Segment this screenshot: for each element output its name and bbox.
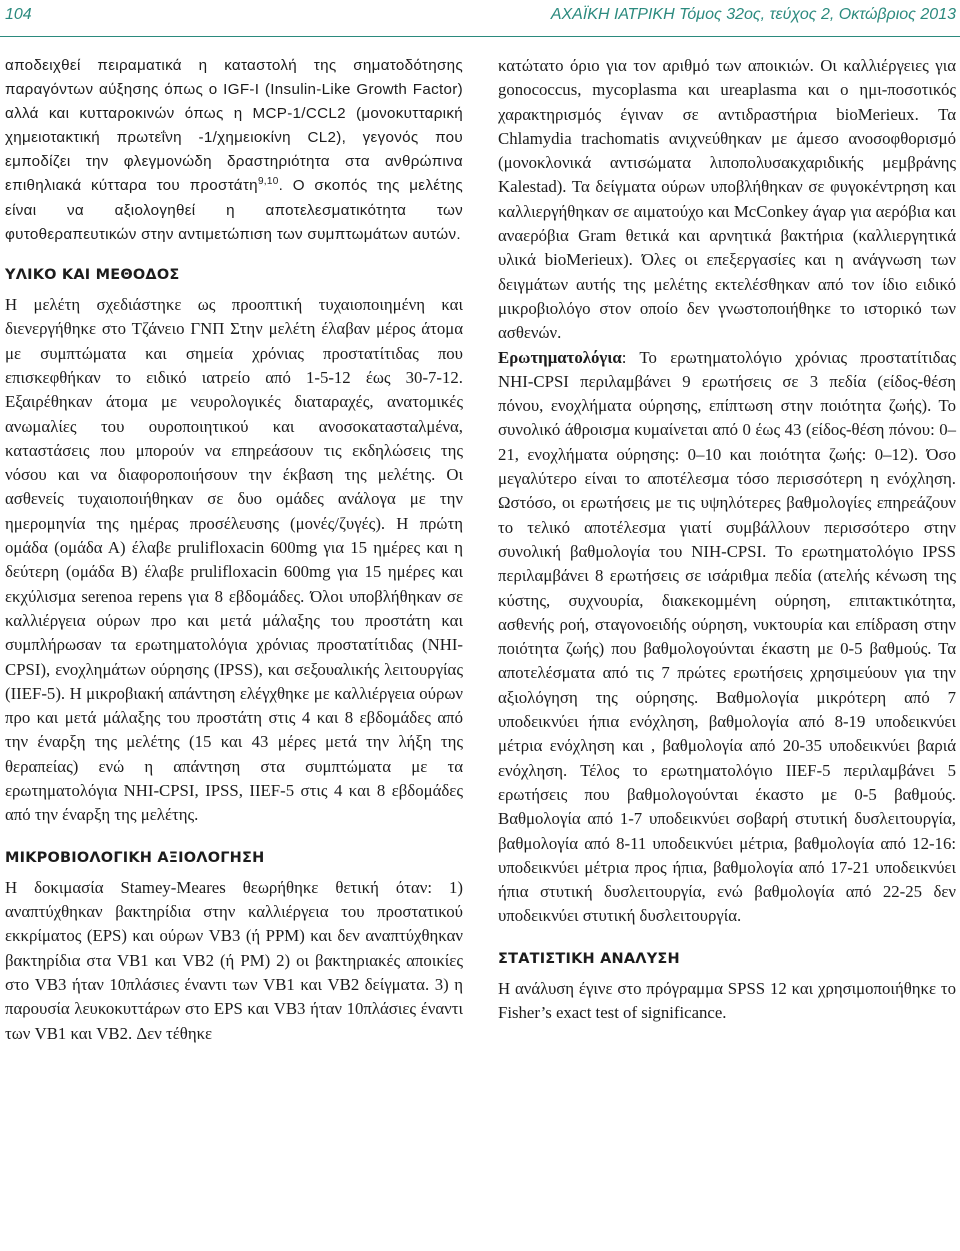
questionnaires-label: Ερωτηματολόγια [498,347,622,367]
page-number: 104 [5,6,32,23]
page-header [0,0,960,37]
methods-paragraph: Η μελέτη σχεδιάστηκε ως προοπτική τυχαιοποιημένη και διενεργήθηκε στο Τζάνειο ΓΝΠ Στην μελέτη έλαβαν μέρος άτομα με συμπτώματα και σημεία χρόνιας προστατίτιδας που επισκεφθήκαν το ειδικό ιατρείο από 1-5-12 έως 30-7-12. Εξαιρέθηκαν άτομα με νευρολογικές διαταραχές, ανατομικές ανωμαλίες του ουροποιητικού και ανοσοκατασταλμένα, καταστάσεις που μπορούν να επηρεάσουν τις εκδηλώσεις της νόσου και να διαφοροποιήσουν την έκβαση της μελέτης. Οι ασθενείς τυχαιοποιήθηκαν σε δυο ομάδες ανάλογα με την ημερομηνία της ημέρας προσέλευσης (μονές/ζυγές). Η πρώτη ομάδα (ομάδα Α) έλαβε prulifloxacin 600mg για 15 ημέρες και η δεύτερη (ομάδα Β) έλαβε prulifloxacin 600mg για 15 ημέρες και εκχύλισμα serenoa repens για 8 εβδομάδες. Όλοι υποβλήθηκαν σε καλλιέργεια ούρων προ και μετά μάλαξης του προστάτη και συμπλήρωσαν τα ερωτηματολόγια χρόνιας προστατίτιδας (NHI-CPSI), ενοχλημάτων ούρησης (IPSS), και σεξουαλικής λειτουργίας (IIEF-5). Η μικροβιακή απάντηση ελέγχθηκε με καλλιέργεια ούρων προ και μετά μάλαξης του προστάτη στις 4 και 8 εβδομάδες από την έναρξη της μελέτης (15 και 43 μέρες μετά την λήξη της θεραπείας) ενώ η απάντηση στα συμπτώματα με τα ερωτηματολόγια NHI-CPSI, IPSS, IIEF-5 στις 4 και 8 εβδομάδες από την έναρξη της μελέτης. [5,295,463,825]
questionnaires-paragraph [498,346,956,929]
intro-paragraph [5,54,463,247]
journal-title: ΑΧΑΪΚΗ ΙΑΤΡΙΚΗ Τόμος 32ος, τεύχος 2, Οκτώβριος 2013 [550,6,956,23]
right-column [498,54,956,1026]
left-column [5,54,463,1046]
microbiology-continued-paragraph: κατώτατο όριο για τον αριθμό των αποικιών. Οι καλλιέργειες για gonococcus, mycoplasma και ureaplasma και ο ημι-ποσοτικός χαρακτηρισμός έγιναν σε αντιδραστήρια bioMerieux. Τα Chlamydia trachomatis ανιχνεύθηκαν με άμεσο ανοσοφθορισμό (μονοκλονικά αντισώματα λιποπολυσακχαριδικής μεμβράνης Kalestad). Τα δείγματα ούρων υποβλήθηκαν σε φυγοκέντρηση και καλλιεργήθηκαν σε αιματούχο και McConkey άγαρ για αερόβια και αναερόβια Gram θετικά και αρνητικά βακτήρια (καλλιεργητικά υλικά bioMerieux). Όλες οι επεξεργασίες και η ανάγνωση των δειγμάτων αυτής της μελέτης εκτελέσθηκαν από τον ίδιο ειδικό μικροβιολόγο στον οποίο δεν γνωστοποιήθηκε το ιστορικό των ασθενών. [498,56,956,343]
statistics-heading: ΣΤΑΤΙΣΤΙΚΗ ΑΝΑΛΥΣΗ [498,950,680,967]
statistics-paragraph: Η ανάλυση έγινε στο πρόγραμμα SPSS 12 και χρησιμοποιήθηκε το Fisher’s exact test of significance. [498,978,956,1023]
reference-superscript: 9,10 [257,176,279,188]
intro-text-continued: . Ο σκοπός της μελέτης είναι να αξιολογηθεί η αποτελεσματικότητα των φυτοθεραπευτικών στην αντιμετώπιση των συμπτωμάτων αυτών. [5,177,463,243]
methods-heading: ΥΛΙΚΟ ΚΑΙ ΜΕΘΟΔΟΣ [5,266,180,283]
microbiology-heading: ΜΙΚΡΟΒΙΟΛΟΓΙΚΗ ΑΞΙΟΛΟΓΗΣΗ [5,849,265,866]
questionnaires-text: : Το ερωτηματολόγιο χρόνιας προστατίτιδας NHI-CPSI περιλαμβάνει 9 ερωτήσεις σε 3 πεδία (είδος-θέση πόνου, ενοχλήματα ούρησης, επίπτωση στην ποιότητα ζωής). Το συνολικό άθροισμα κυμαίνεται από 0 έως 43 (είδος-θέση πόνου: 0–21, ενοχλήματα ούρησης: 0–10 και ποιότητα ζωής: 0–12). Όσο μεγαλύτερο είναι το αποτέλεσμα τόσο περισσότερη η ενόχληση. Ωστόσο, οι ερωτήσεις με τις υψηλότερες βαθμολογίες επηρεάζουν το τελικό αποτέλεσμα γιατί συμβάλλουν περισσότερο στην συνολική βαθμολογία του NIH-CPSI. Το ερωτηματολόγιο IPSS περιλαμβάνει 8 ερωτήσεις σε ισάριθμα πεδία (ατελής κένωση της κύστης, συχνουρία, διακεκομμένη ούρηση, επιτακτικότητα, ασθενής ροή, σταγονοειδής ούρηση, νυκτουρία και επίδραση στην ποιότητα ζωής) που βαθμολογούνται έκαστη με 0-5 βαθμούς. Τα αποτελέσματα από τις 7 πρώτες ερωτήσεις χρησιμεύουν για την αξιολόγηση της ούρησης. Βαθμολογία μικρότερη από 7 υποδεικνύει ήπια ενόχληση, βαθμολογία από 8-19 υποδεικνύει μέτρια ενόχληση και , βαθμολογία από 20-35 υποδεικνύει βαριά ενόχληση. Τέλος το ερωτηματολόγιο IIEF-5 περιλαμβάνει 5 ερωτήσεις που βαθμολογούνται έκαστο με 0-5 βαθμούς. Βαθμολογία από 1-7 υποδεικνύει σοβαρή στυτική δυσλειτουργία, βαθμολογία από 8-11 υποδεικνύει μέτρια, βαθμολογία από 12-16: υποδεικνύει μέτρια προς ήπια, βαθμολογία από 17-21 υποδεικνύει ήπια στυτική δυσλειτουργία, ενώ βαθμολογία από 22-25 δεν υποδεικνύει στυτική δυσλειτουργία. [498,347,956,926]
intro-text: αποδειχθεί πειραματικά η καταστολή της σηματοδότησης παραγόντων αύξησης όπως ο IGF-I (Insulin-Like Growth Factor) αλλά και κυτταροκινών όπως η MCP-1/CCL2 (μονοκυτταρική χημειοτακτική πρωτεΐνη -1/χημειοκίνη CL2), γεγονός που εμποδίζει την φλεγμονώδη δραστηριότητα στα ανθρώπινα επιθηλιακά κύτταρα του προστάτη [5,57,463,195]
microbiology-paragraph: Η δοκιμασία Stamey-Meares θεωρήθηκε θετική όταν: 1) αναπτύχθηκαν βακτηρίδια στην καλλιέργεια του προστατικού εκκρίματος (EPS) και ούρων VB3 (ή PPM) και δεν αναπτύχθηκαν βακτηρίδια στα VB1 και VB2 (ή PM) 2) οι βακτηριακές αποικίες στο VB3 ήταν 10πλάσιες έναντι των VB1 και VB2 δείγματα. 3) η παρουσία λευκοκυττάρων στο EPS και VB3 ήταν 10πλάσιες έναντι των VB1 και VB2. Δεν τέθηκε [5,877,463,1043]
